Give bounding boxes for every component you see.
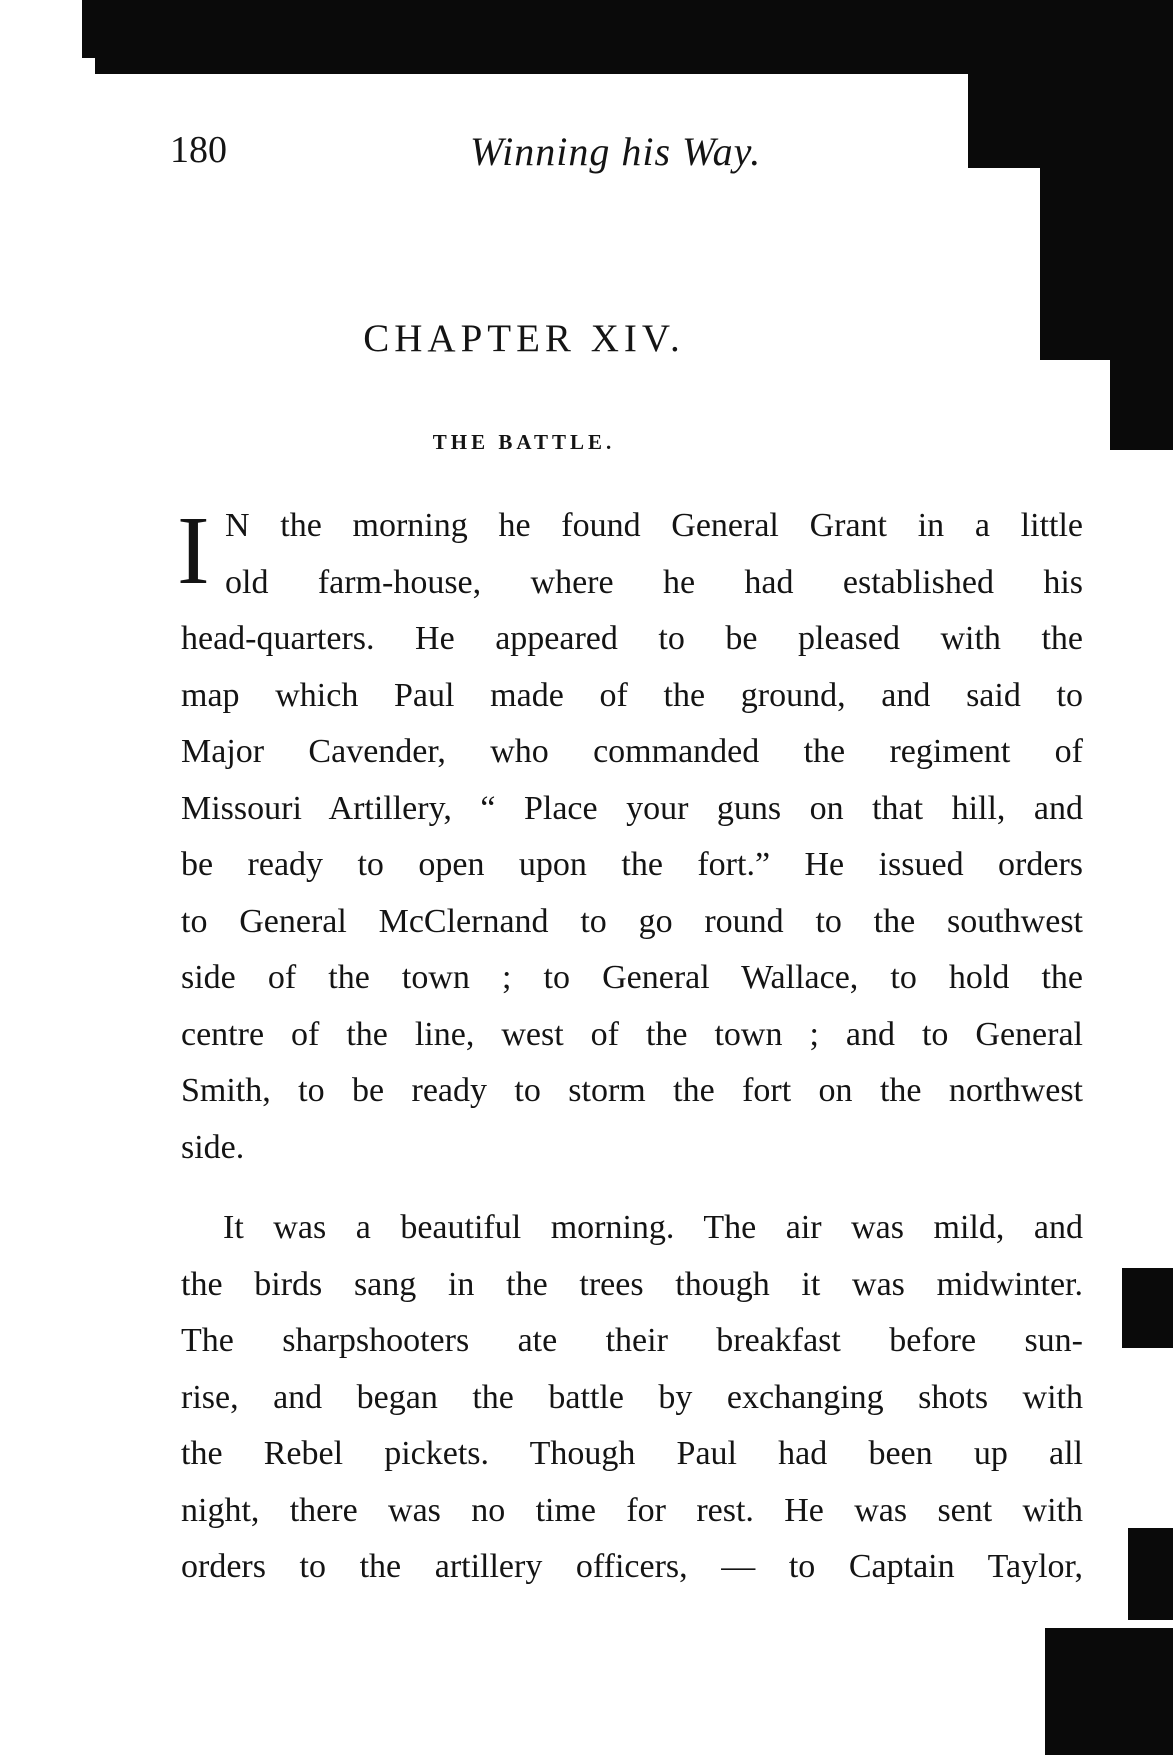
scan-artifact bbox=[1122, 1268, 1173, 1348]
body-text bbox=[177, 497, 1083, 1596]
text-line: N the morning he found General Grant in a little bbox=[225, 507, 1083, 544]
paragraph bbox=[177, 497, 1083, 1176]
text-line: The sharpshooters ate their breakfast before sun- bbox=[181, 1322, 1083, 1359]
text-line: map which Paul made of the ground, and said to bbox=[181, 676, 1083, 714]
text-line: rise, and began the battle by exchanging shots with bbox=[181, 1378, 1083, 1416]
text-line: be ready to open upon the fort.” He issued orders bbox=[181, 846, 1083, 883]
text-line: head-quarters. He appeared to be pleased with the bbox=[181, 620, 1083, 657]
text-line: centre of the line, west of the town ; and to General bbox=[181, 1015, 1083, 1053]
text-line: orders to the artillery officers, — to Captain Taylor, bbox=[181, 1548, 1083, 1585]
text-line: side. bbox=[181, 1128, 245, 1166]
chapter-heading: CHAPTER XIV. bbox=[363, 317, 685, 360]
text-line: It was a beautiful morning. The air was mild, and bbox=[223, 1209, 1083, 1246]
running-head bbox=[0, 128, 1173, 188]
text-line: old farm-house, where he had established his bbox=[225, 563, 1083, 601]
scan-artifact bbox=[1110, 355, 1173, 450]
text-line: to General McClernand to go round to the southwest bbox=[181, 902, 1083, 940]
text-line: side of the town ; to General Wallace, to hold the bbox=[181, 959, 1083, 996]
text-line: the birds sang in the trees though it was midwinter. bbox=[181, 1265, 1083, 1303]
text-line: Missouri Artillery, “ Place your guns on that hill, and bbox=[181, 789, 1083, 827]
text-line: Smith, to be ready to storm the fort on the northwest bbox=[181, 1072, 1083, 1109]
text-line: Major Cavender, who commanded the regiment of bbox=[181, 733, 1083, 770]
scan-artifact bbox=[1128, 1528, 1173, 1620]
text-line: night, there was no time for rest. He was sent with bbox=[181, 1491, 1083, 1529]
drop-cap: I bbox=[177, 497, 210, 605]
scan-artifact bbox=[1045, 1628, 1173, 1755]
running-title: Winning his Way. bbox=[470, 129, 762, 174]
text-line: the Rebel pickets. Though Paul had been up all bbox=[181, 1435, 1083, 1472]
paragraph bbox=[181, 1200, 1083, 1596]
scan-artifact bbox=[1040, 160, 1173, 360]
chapter-subtitle: THE BATTLE. bbox=[432, 430, 616, 454]
page-number: 180 bbox=[170, 129, 227, 171]
scan-artifact bbox=[95, 0, 1173, 74]
